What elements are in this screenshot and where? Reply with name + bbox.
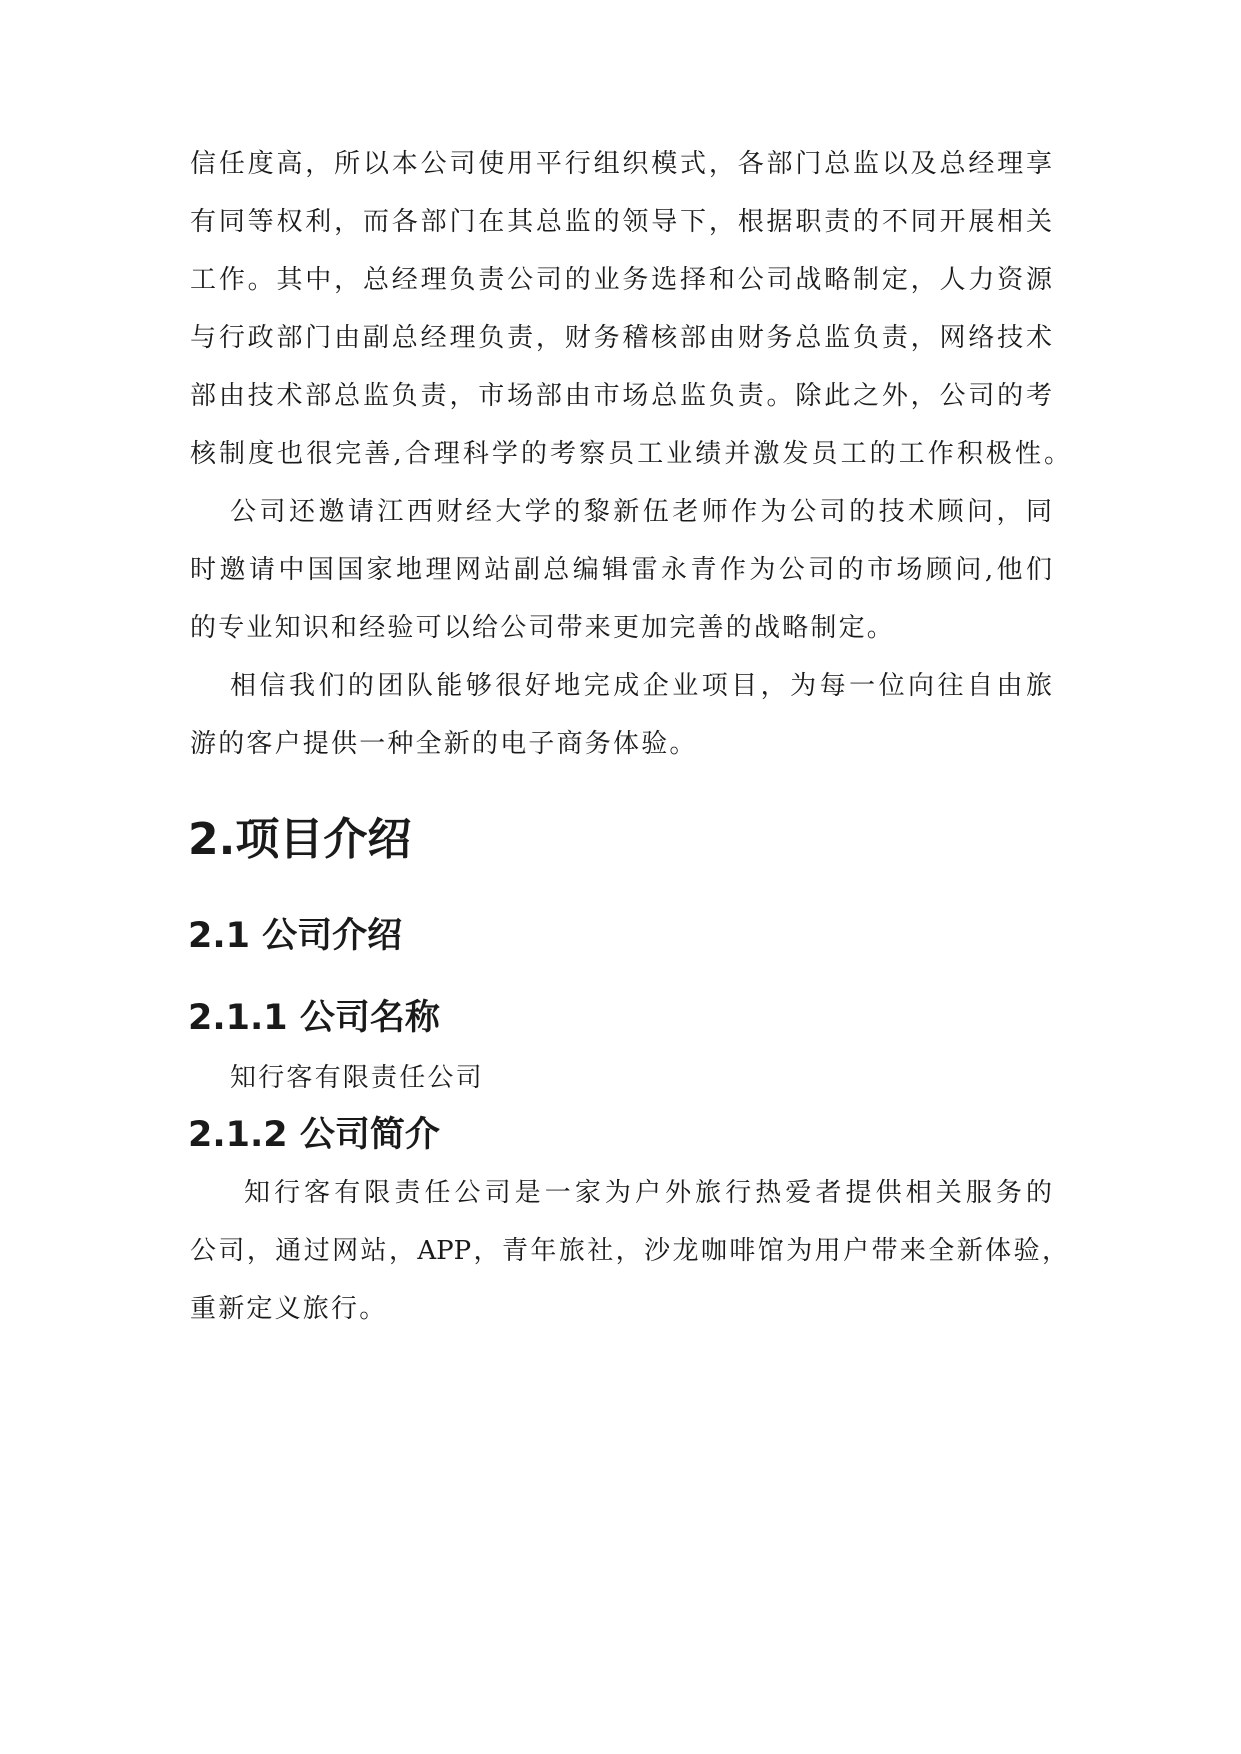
company-name-text: 知行客有限责任公司 bbox=[230, 1063, 484, 1093]
paragraph-3-line-1: 相信我们的团队能够很好地完成企业项目，为每一位向往自由旅 bbox=[230, 671, 1052, 701]
paragraph-1-line-6: 核制度也很完善,合理科学的考察员工业绩并激发员工的工作积极性。 bbox=[190, 439, 1070, 469]
paragraph-3-line-2: 游的客户提供一种全新的电子商务体验。 bbox=[190, 729, 698, 759]
section-2-heading: 2.项目介绍 bbox=[188, 814, 412, 865]
company-intro-line-2: 公司，通过网站，APP，青年旅社，沙龙咖啡馆为用户带来全新体验， bbox=[190, 1236, 1068, 1266]
paragraph-1-line-2: 有同等权利，而各部门在其总监的领导下，根据职责的不同开展相关 bbox=[190, 207, 1052, 237]
section-2-1-2-heading: 2.1.2 公司简介 bbox=[188, 1115, 440, 1155]
company-intro-line-3: 重新定义旅行。 bbox=[190, 1294, 388, 1324]
paragraph-2-line-3: 的专业知识和经验可以给公司带来更加完善的战略制定。 bbox=[190, 613, 896, 643]
paragraph-1-line-4: 与行政部门由副总经理负责，财务稽核部由财务总监负责，网络技术 bbox=[190, 323, 1052, 353]
section-2-1-heading: 2.1 公司介绍 bbox=[188, 916, 403, 956]
paragraph-2-line-1: 公司还邀请江西财经大学的黎新伍老师作为公司的技术顾问，同 bbox=[230, 497, 1052, 527]
paragraph-1-line-1: 信任度高，所以本公司使用平行组织模式，各部门总监以及总经理享 bbox=[190, 149, 1052, 179]
company-intro-line-1: 知行客有限责任公司是一家为户外旅行热爱者提供相关服务的 bbox=[244, 1178, 1052, 1208]
section-2-1-1-heading: 2.1.1 公司名称 bbox=[188, 998, 440, 1038]
paragraph-1-line-5: 部由技术部总监负责，市场部由市场总监负责。除此之外，公司的考 bbox=[190, 381, 1052, 411]
paragraph-2-line-2: 时邀请中国国家地理网站副总编辑雷永青作为公司的市场顾问,他们 bbox=[190, 555, 1052, 585]
paragraph-1-line-3: 工作。其中，总经理负责公司的业务选择和公司战略制定，人力资源 bbox=[190, 265, 1052, 295]
